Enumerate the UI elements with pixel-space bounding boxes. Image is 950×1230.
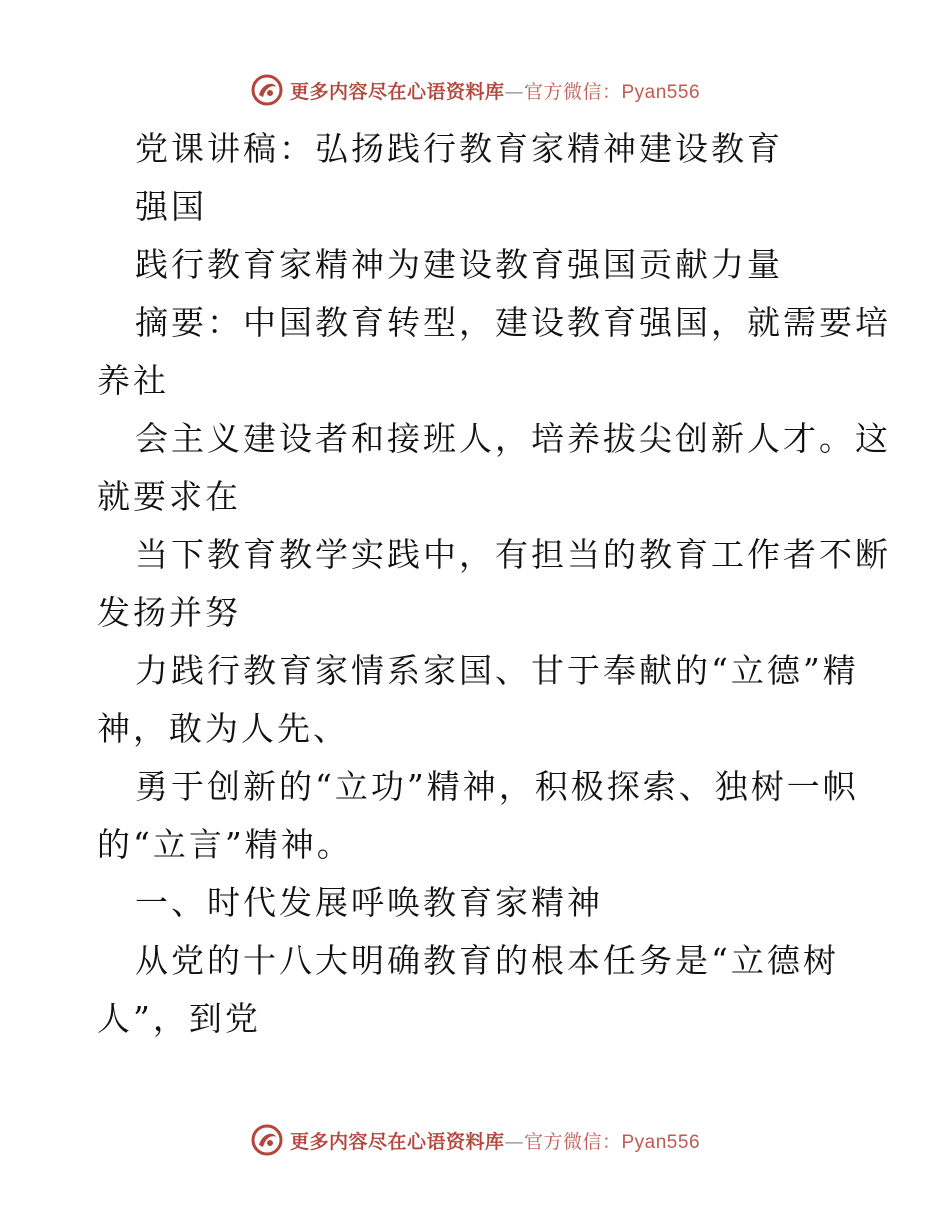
header-tag: 官方微信：	[523, 80, 622, 103]
header-text	[290, 77, 700, 104]
doc-line: 养社	[97, 361, 169, 400]
footer-banner	[0, 1120, 950, 1160]
footer-separator: —	[504, 1130, 524, 1153]
doc-title-line-1: 党课讲稿：弘扬践行教育家精神建设教育	[135, 129, 783, 168]
doc-line: 当下教育教学实践中，有担当的教育工作者不断	[135, 535, 891, 574]
footer-brand: 更多内容尽在心语资料库	[289, 1130, 505, 1153]
doc-line: 力践行教育家情系家国、甘于奉献的“立德”精	[135, 651, 859, 690]
swirl-logo-icon	[250, 1123, 284, 1157]
header-banner	[0, 70, 950, 110]
doc-line: 神，敢为人先、	[97, 709, 349, 748]
doc-line: 摘要：中国教育转型，建设教育强国，就需要培	[135, 303, 891, 342]
header-wechat-id: Pyan556	[621, 81, 701, 103]
header-separator: —	[504, 80, 524, 103]
doc-line: 会主义建设者和接班人，培养拔尖创新人才。这	[135, 419, 891, 458]
swirl-logo-icon	[250, 73, 284, 107]
footer-tag: 官方微信：	[523, 1130, 622, 1153]
footer-wechat-id: Pyan556	[621, 1131, 701, 1153]
doc-line: 发扬并努	[97, 593, 241, 632]
doc-line: 从党的十八大明确教育的根本任务是“立德树	[135, 941, 839, 980]
doc-line: 的“立言”精神。	[97, 825, 353, 864]
doc-subtitle: 践行教育家精神为建设教育强国贡献力量	[135, 245, 783, 284]
doc-line: 勇于创新的“立功”精神，积极探索、独树一帜	[135, 767, 859, 806]
doc-title-line-2: 强国	[135, 187, 207, 226]
document-body	[97, 120, 891, 1048]
doc-line: 人”，到党	[97, 999, 261, 1038]
doc-section-heading: 一、时代发展呼唤教育家精神	[135, 883, 603, 922]
footer-text	[290, 1127, 700, 1154]
doc-line: 就要求在	[97, 477, 241, 516]
header-brand: 更多内容尽在心语资料库	[289, 80, 505, 103]
